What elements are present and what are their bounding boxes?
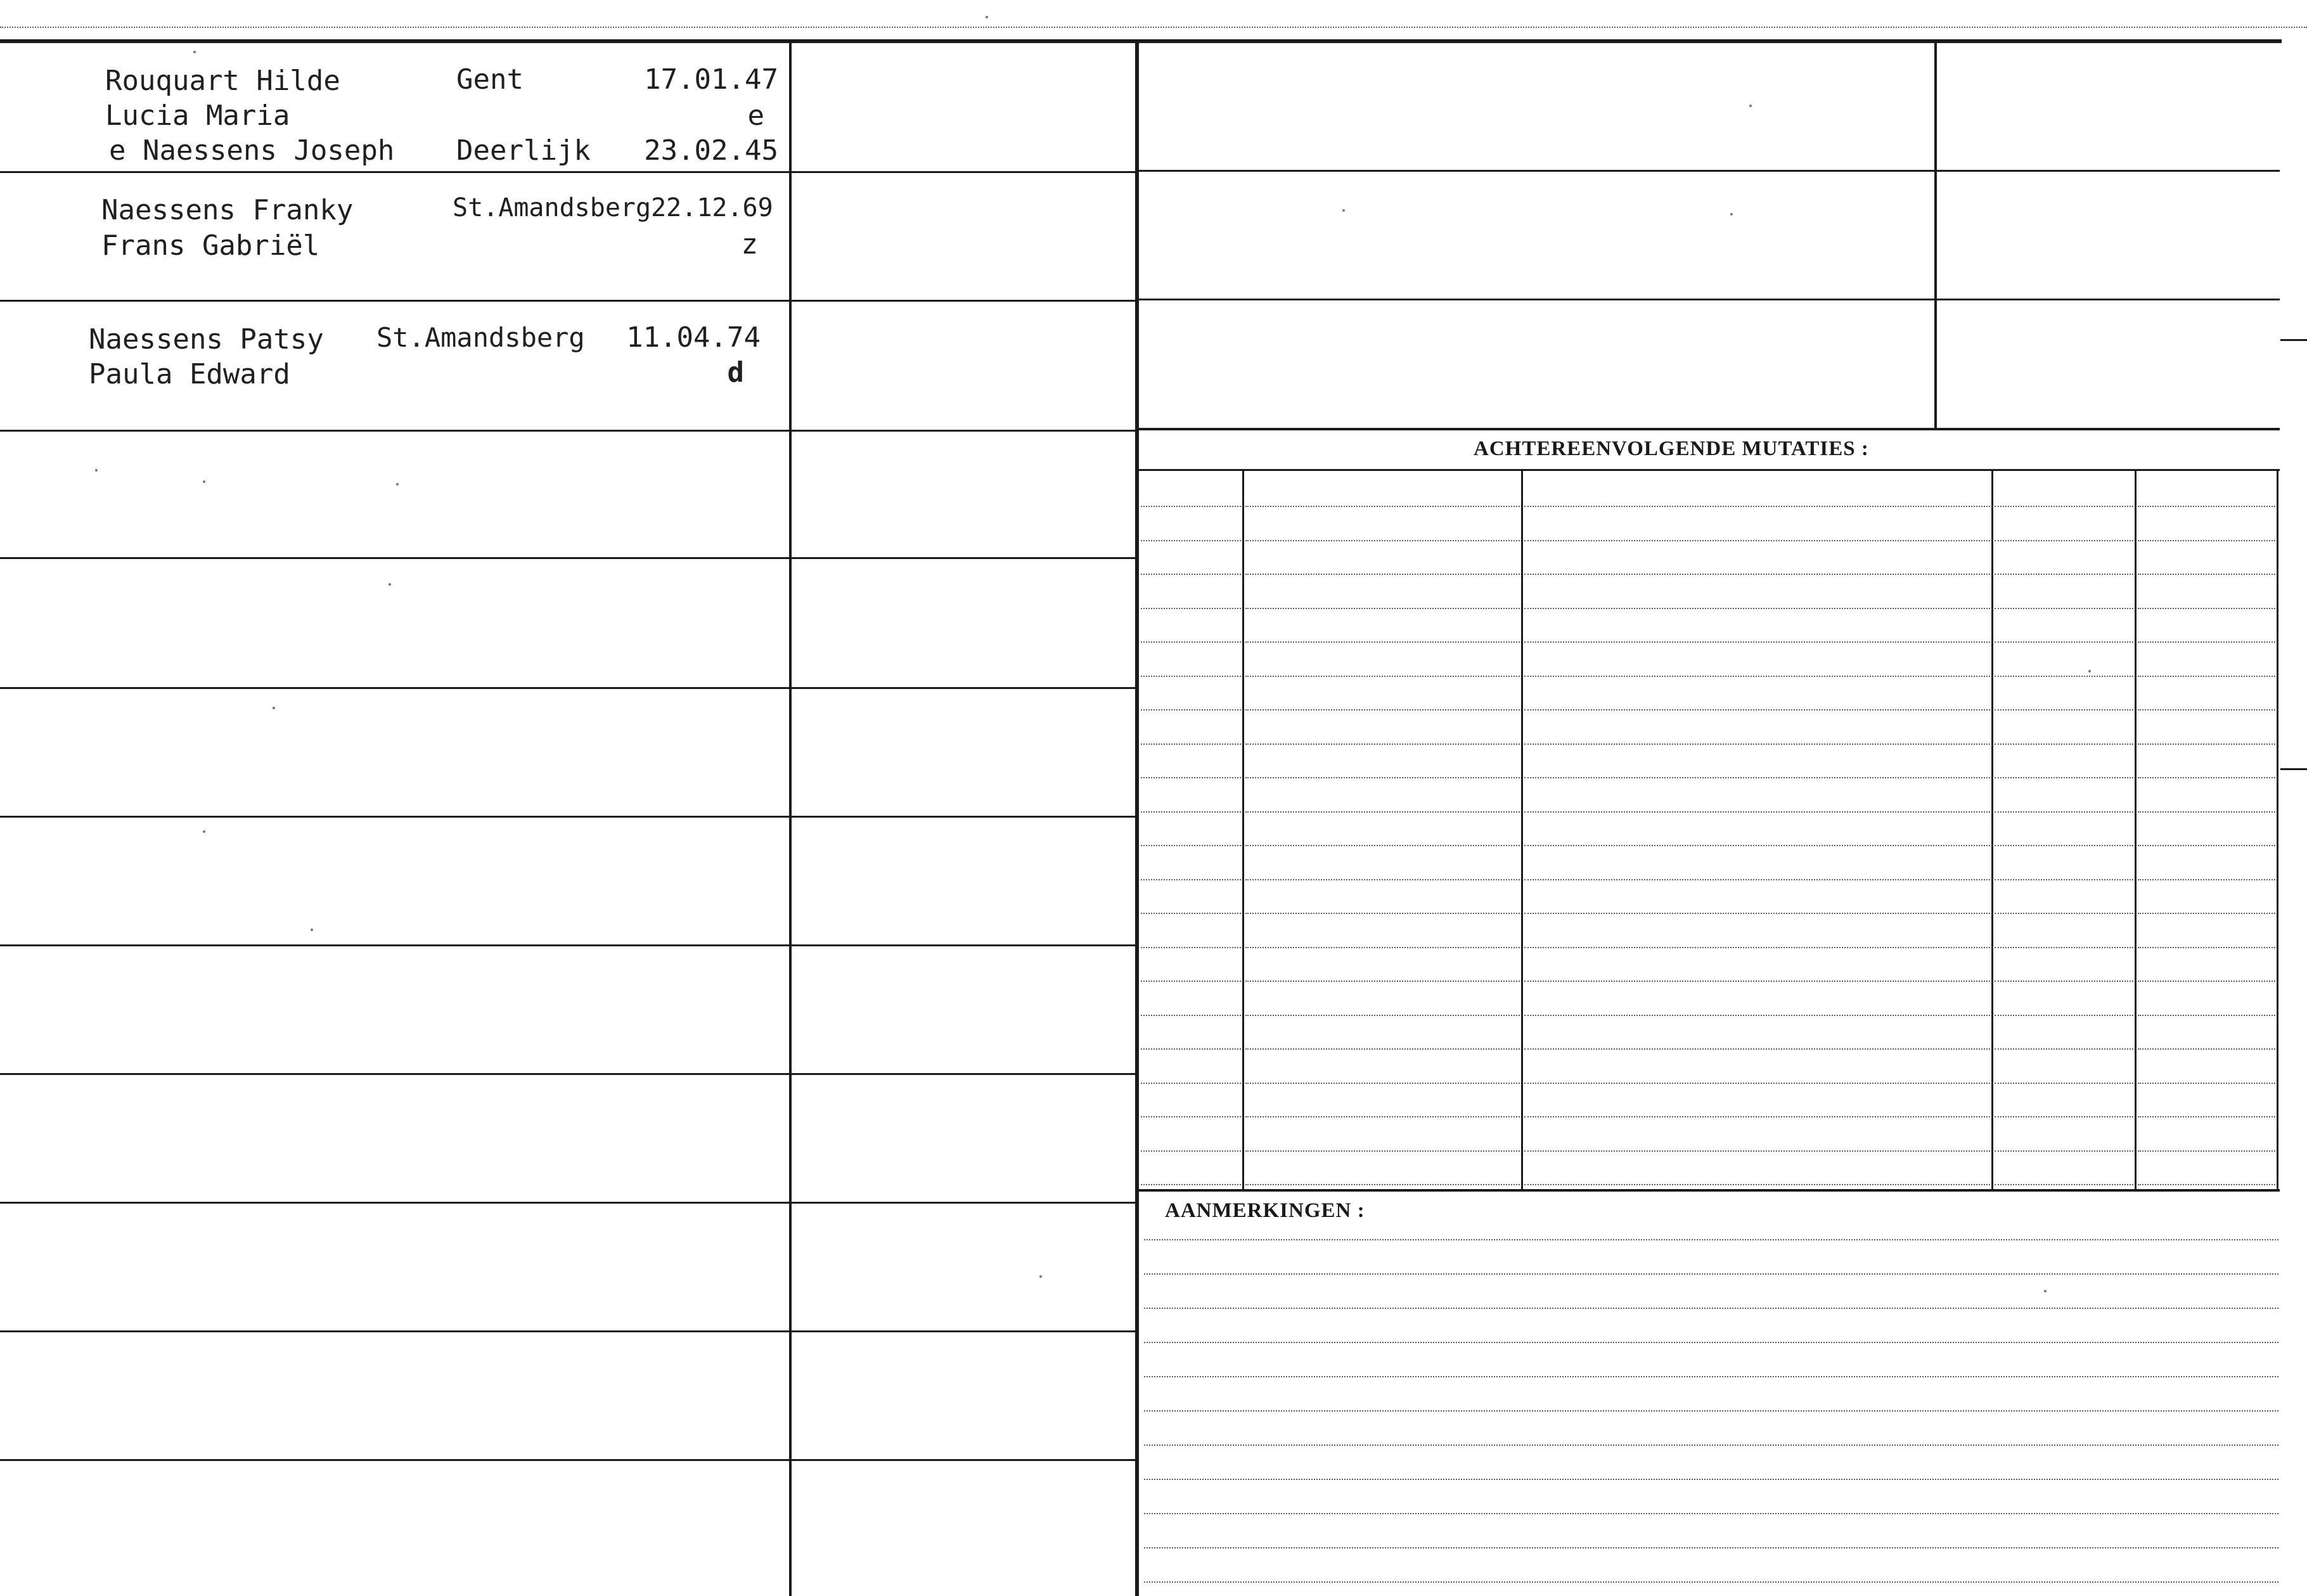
mutation-grid-rule [1524, 1150, 1990, 1152]
mutation-grid-rule [1995, 676, 2133, 677]
mutation-grid-rule [1995, 540, 2133, 541]
mutation-grid-rule [1141, 743, 1241, 745]
remarks-rule [1144, 1273, 2278, 1275]
mutation-grid-rule [1995, 811, 2133, 813]
mutation-grid-rule [1524, 641, 1990, 643]
mutation-grid-rule [1524, 540, 1990, 541]
mutation-grid-rule [1245, 879, 1520, 880]
mutation-grid-rule [2138, 1015, 2275, 1016]
mutation-grid-rule [2138, 641, 2275, 643]
mutation-grid-rule [1995, 913, 2133, 914]
mutation-grid-rule [1995, 608, 2133, 609]
mutation-grid-rule [2138, 947, 2275, 948]
entry-3-name-line-1: Naessens Patsy [89, 323, 324, 356]
mutation-grid-rule [2138, 1048, 2275, 1050]
mutation-grid-rule [2138, 777, 2275, 778]
mutation-grid-rule [1141, 879, 1241, 880]
mutation-grid-rule [1524, 1184, 1990, 1185]
remarks-rule [1144, 1581, 2278, 1583]
mutation-grid-rule [1524, 811, 1990, 813]
mutation-grid-rule [2138, 709, 2275, 711]
mutation-grid-rule [1524, 676, 1990, 677]
mutation-grid-rule [2138, 506, 2275, 507]
mutation-grid-rule [1141, 947, 1241, 948]
mutation-grid-rule [2138, 981, 2275, 982]
entry-1-place-line-1: Gent [456, 63, 524, 96]
center-divider [1135, 43, 1139, 1596]
mutation-grid-rule [1995, 743, 2133, 745]
mutation-grid-rule [1524, 1048, 1990, 1050]
remarks-heading: AANMERKINGEN : [1165, 1199, 1365, 1222]
entry-3-date-line-1: 11.04.74 [626, 321, 761, 354]
mutation-grid-rule [1524, 913, 1990, 914]
mutation-grid-rule [1141, 676, 1241, 677]
mutation-grid-rule [1141, 1048, 1241, 1050]
mutation-grid-rule [1524, 1015, 1990, 1016]
mutation-grid-rule [1245, 777, 1520, 778]
mutation-grid-rule [1995, 1015, 2133, 1016]
mutation-grid-rule [1245, 506, 1520, 507]
mutation-grid-rule [1245, 743, 1520, 745]
mutation-grid-rule [2138, 1150, 2275, 1152]
mutation-grid-rule [1995, 981, 2133, 982]
entry-2-place-date-line-1: St.Amandsberg22.12.69 [453, 193, 773, 222]
mutation-grid-rule [2138, 1116, 2275, 1117]
mutation-grid-rule [1524, 506, 1990, 507]
mutation-grid-rule [1141, 506, 1241, 507]
margin-tick-lower [2280, 768, 2307, 770]
mutation-grid-rule [2138, 540, 2275, 541]
remarks-rule [1144, 1376, 2278, 1377]
mutation-grid-rule [2138, 743, 2275, 745]
mutation-grid-rule [1141, 845, 1241, 846]
mutation-grid-rule [1524, 709, 1990, 711]
entry-1-date-line-3: 23.02.45 [644, 134, 778, 167]
mutation-grid-rule [1245, 913, 1520, 914]
entry-1-sex-line-2: e [747, 100, 764, 132]
mutation-grid-rule [2138, 1083, 2275, 1084]
mutation-grid-rule [1141, 1116, 1241, 1117]
mutation-grid-rule [1141, 1015, 1241, 1016]
top-dotted-edge [0, 27, 2307, 28]
mutation-grid-rule [2138, 811, 2275, 813]
mutation-grid-rule [1524, 879, 1990, 880]
entry-1-place-line-3: Deerlijk [456, 134, 591, 167]
mutation-grid-rule [1524, 981, 1990, 982]
mutation-grid-rule [1524, 574, 1990, 575]
mutation-grid-rule [1245, 574, 1520, 575]
mutation-grid-rule [1524, 608, 1990, 609]
mutation-grid-rule [1141, 1083, 1241, 1084]
mutation-grid-rule [1245, 1015, 1520, 1016]
mutation-grid-rule [1245, 1150, 1520, 1152]
mutation-grid-rule [1141, 1184, 1241, 1185]
top-border [0, 39, 2282, 43]
entry-2-sex-line-2: z [741, 228, 758, 261]
mutation-grid-rule [1524, 1083, 1990, 1084]
mutation-grid-rule [1524, 743, 1990, 745]
mutation-grid-rule [1245, 811, 1520, 813]
remarks-rule [1144, 1410, 2278, 1412]
mutation-grid-rule [1245, 641, 1520, 643]
mutation-grid-rule [2138, 608, 2275, 609]
entry-1-date-line-1: 17.01.47 [644, 63, 778, 96]
entry-3-name-line-2: Paula Edward [89, 358, 290, 390]
mutation-grid-rule [1141, 1150, 1241, 1152]
upper-right-divider [1934, 43, 1937, 428]
entry-2-name-line-1: Naessens Franky [101, 194, 354, 226]
entry-1-name-line-1: Rouquart Hilde [105, 65, 340, 97]
mutation-grid-rule [1995, 947, 2133, 948]
mutations-heading: ACHTEREENVOLGENDE MUTATIES : [1474, 437, 1869, 460]
remarks-rule [1144, 1547, 2278, 1548]
mutation-grid-rule [2138, 913, 2275, 914]
mutation-grid-rule [1995, 574, 2133, 575]
mutation-grid-rule [1995, 1048, 2133, 1050]
mutation-grid-rule [1995, 1116, 2133, 1117]
mutation-grid-rule [1245, 1048, 1520, 1050]
mutation-grid-rule [1141, 811, 1241, 813]
mutation-grid-rule [1245, 1083, 1520, 1084]
mutation-grid-rule [2138, 879, 2275, 880]
left-column-divider [789, 43, 792, 1596]
mutation-grid-rule [1245, 709, 1520, 711]
mutation-grid-rule [1995, 506, 2133, 507]
mutation-grid-rule [1524, 777, 1990, 778]
mutation-grid-rule [1995, 1150, 2133, 1152]
mutation-grid-rule [2138, 574, 2275, 575]
mutation-grid-rule [1141, 641, 1241, 643]
mutation-grid-rule [1524, 947, 1990, 948]
mutation-grid-rule [1245, 608, 1520, 609]
mutation-grid-rule [1245, 540, 1520, 541]
mutation-grid-rule [1245, 1116, 1520, 1117]
mutation-grid-rule [1245, 947, 1520, 948]
entry-1-name-line-2: Lucia Maria [105, 100, 290, 132]
entry-2-name-line-2: Frans Gabriël [101, 229, 320, 262]
remarks-rule [1144, 1513, 2278, 1514]
mutation-grid-rule [1245, 845, 1520, 846]
mutation-grid-rule [1995, 709, 2133, 711]
mutation-grid-rule [1141, 574, 1241, 575]
margin-tick-upper [2280, 339, 2307, 341]
entry-3-sex-line-2: d [727, 356, 744, 389]
remarks-rule [1144, 1479, 2278, 1480]
mutation-grid-rule [1524, 1116, 1990, 1117]
mutation-grid-rule [1141, 913, 1241, 914]
mutation-grid-rule [1245, 676, 1520, 677]
mutation-grid-rule [1995, 777, 2133, 778]
mutation-grid-rule [1245, 981, 1520, 982]
mutation-grid-rule [1141, 540, 1241, 541]
mutation-grid-rule [1141, 981, 1241, 982]
mutation-grid-rule [1245, 1184, 1520, 1185]
mutation-grid-rule [1141, 608, 1241, 609]
mutation-grid-rule [2138, 845, 2275, 846]
mutation-grid-rule [1995, 641, 2133, 643]
mutation-grid-rule [1995, 845, 2133, 846]
mutation-grid-rule [1995, 1184, 2133, 1185]
mutation-grid-rule [1524, 845, 1990, 846]
entry-1-name-line-3: e Naessens Joseph [109, 134, 395, 167]
remarks-rule [1144, 1342, 2278, 1343]
remarks-rule [1144, 1308, 2278, 1309]
entry-3-place-line-1: St.Amandsberg [376, 322, 585, 353]
mutation-grid-rule [2138, 676, 2275, 677]
mutation-grid-rule [1995, 879, 2133, 880]
mutation-grid-rule [1141, 777, 1241, 778]
mutation-grid-rule [1995, 1083, 2133, 1084]
remarks-rule [1144, 1239, 2278, 1240]
mutation-grid-rule [2138, 1184, 2275, 1185]
remarks-rule [1144, 1445, 2278, 1446]
mutation-grid-rule [1141, 709, 1241, 711]
